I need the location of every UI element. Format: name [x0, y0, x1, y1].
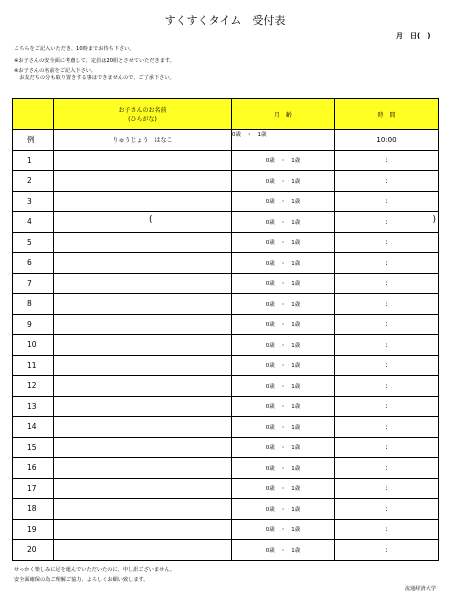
time-field[interactable]: [335, 335, 439, 356]
row-number: 20: [13, 540, 54, 561]
age-option[interactable]: 0歳 ・ 1歳: [232, 478, 335, 499]
age-option[interactable]: 0歳 ・ 1歳: [232, 150, 335, 171]
entry-row: [13, 458, 439, 479]
row-number: 1: [13, 150, 54, 171]
entry-row: [13, 191, 439, 212]
row-number: 14: [13, 417, 54, 438]
name-field[interactable]: [54, 376, 232, 397]
header-age: 月 齢: [232, 99, 335, 130]
age-option[interactable]: 0歳 ・ 1歳: [232, 519, 335, 540]
table-header: [13, 99, 439, 130]
note-line-1: こちらをご記入いただき、10時までお待ち下さい。: [14, 46, 135, 52]
age-option[interactable]: 0歳 ・ 1歳: [232, 437, 335, 458]
footer-line-2: 安全面確保の為ご理解ご協力、よろしくお願い致します。: [14, 577, 149, 583]
name-field[interactable]: [54, 519, 232, 540]
note-line-3: ※お子さんの名前をご記入下さい。: [14, 68, 97, 74]
example-name: りゅうじょう はなこ: [54, 130, 232, 151]
time-separator: :: [385, 299, 388, 308]
time-field[interactable]: [335, 478, 439, 499]
name-field[interactable]: [54, 253, 232, 274]
time-field[interactable]: [335, 437, 439, 458]
entry-row: [13, 519, 439, 540]
time-separator: :: [385, 381, 388, 390]
row-number: 8: [13, 294, 54, 315]
time-separator: :: [385, 197, 388, 206]
entry-row: [13, 314, 439, 335]
age-option[interactable]: 0歳 ・ 1歳: [232, 396, 335, 417]
name-field[interactable]: [54, 150, 232, 171]
name-field[interactable]: [54, 540, 232, 561]
header-name: お子さんのお名前 (ひらがな): [54, 99, 232, 130]
time-separator: :: [385, 320, 388, 329]
entry-row: [13, 171, 439, 192]
age-option[interactable]: 0歳 ・ 1歳: [232, 191, 335, 212]
entry-row: [13, 499, 439, 520]
example-row: [13, 130, 439, 151]
age-option[interactable]: 0歳 ・ 1歳: [232, 499, 335, 520]
entry-row: [13, 478, 439, 499]
age-option[interactable]: 0歳 ・ 1歳: [232, 540, 335, 561]
row-number: 11: [13, 355, 54, 376]
age-option[interactable]: 0歳 ・ 1歳: [232, 417, 335, 438]
time-field[interactable]: [335, 273, 439, 294]
entry-row: [13, 150, 439, 171]
time-separator: :: [385, 156, 388, 165]
bracket-close: ): [432, 215, 436, 225]
time-separator: :: [385, 443, 388, 452]
time-field[interactable]: [335, 150, 439, 171]
entry-row: [13, 376, 439, 397]
time-separator: :: [385, 258, 388, 267]
name-field[interactable]: [54, 417, 232, 438]
entry-row: [13, 253, 439, 274]
row-number: 12: [13, 376, 54, 397]
time-separator: :: [385, 279, 388, 288]
name-field[interactable]: [54, 212, 232, 233]
name-field[interactable]: [54, 335, 232, 356]
example-age-cell: [232, 130, 335, 151]
age-option[interactable]: 0歳 ・ 1歳: [232, 458, 335, 479]
age-option[interactable]: 0歳 ・ 1歳: [232, 376, 335, 397]
row-number: 18: [13, 499, 54, 520]
page-title: すくすくタイム 受付表: [164, 14, 286, 27]
age-option[interactable]: 0歳 ・ 1歳: [232, 335, 335, 356]
row-number: 19: [13, 519, 54, 540]
entry-row: [13, 355, 439, 376]
entry-row: [13, 335, 439, 356]
time-field[interactable]: [335, 519, 439, 540]
name-field[interactable]: [54, 314, 232, 335]
entry-row: [13, 437, 439, 458]
time-separator: :: [385, 402, 388, 411]
time-field[interactable]: [335, 417, 439, 438]
time-separator: :: [385, 525, 388, 534]
name-field[interactable]: [54, 478, 232, 499]
name-field[interactable]: [54, 355, 232, 376]
name-field[interactable]: [54, 437, 232, 458]
entry-row: [13, 273, 439, 294]
age-option[interactable]: 0歳 ・ 1歳: [232, 273, 335, 294]
entry-rows: [13, 150, 439, 560]
row-number: 9: [13, 314, 54, 335]
age-option[interactable]: 0歳 ・ 1歳: [232, 253, 335, 274]
row-number: 6: [13, 253, 54, 274]
time-separator: :: [385, 217, 388, 226]
entry-row: [13, 232, 439, 253]
note-line-4: お友だちの分も取り置きする事はできませんので、ご了承下さい。: [14, 75, 175, 81]
time-field[interactable]: [335, 540, 439, 561]
time-separator: :: [385, 340, 388, 349]
time-separator: :: [385, 422, 388, 431]
name-field[interactable]: [54, 294, 232, 315]
entry-row: [13, 212, 439, 233]
age-option[interactable]: 0歳 ・ 1歳: [232, 294, 335, 315]
signature: 流通経済大学: [404, 586, 436, 592]
name-field[interactable]: [54, 273, 232, 294]
time-field[interactable]: [335, 314, 439, 335]
time-separator: :: [385, 504, 388, 513]
row-number: 13: [13, 396, 54, 417]
time-separator: :: [385, 238, 388, 247]
time-field[interactable]: [335, 499, 439, 520]
entry-row: [13, 396, 439, 417]
age-option[interactable]: 0歳 ・ 1歳: [232, 171, 335, 192]
row-number: 3: [13, 191, 54, 212]
row-number: 15: [13, 437, 54, 458]
name-field[interactable]: [54, 232, 232, 253]
age-option[interactable]: 0歳 ・ 1歳: [232, 212, 335, 233]
footer-line-1: せっかく楽しみに足を運んでいただいたのに、申し訳ございません。: [14, 567, 176, 573]
row-number: 7: [13, 273, 54, 294]
row-number: 10: [13, 335, 54, 356]
row-number: 16: [13, 458, 54, 479]
header-blank-cell: [13, 99, 54, 130]
time-field[interactable]: [335, 376, 439, 397]
time-separator: :: [385, 361, 388, 370]
time-separator: :: [385, 176, 388, 185]
name-field[interactable]: [54, 171, 232, 192]
age-option[interactable]: 0歳 ・ 1歳: [232, 314, 335, 335]
row-number: 17: [13, 478, 54, 499]
date-label: 月 日( ): [396, 32, 431, 40]
note-line-2: ※お子さんの安全面に考慮して、定員は20組とさせていただきます。: [14, 58, 175, 64]
row-number: 5: [13, 232, 54, 253]
name-field[interactable]: [54, 396, 232, 417]
name-field[interactable]: [54, 191, 232, 212]
time-field[interactable]: [335, 212, 439, 233]
time-separator: :: [385, 463, 388, 472]
time-field[interactable]: [335, 355, 439, 376]
time-field[interactable]: [335, 253, 439, 274]
example-label: 例: [13, 130, 54, 151]
age-option[interactable]: 0歳 ・ 1歳: [232, 232, 335, 253]
name-field[interactable]: [54, 499, 232, 520]
row-number: 2: [13, 171, 54, 192]
time-field[interactable]: [335, 396, 439, 417]
time-separator: :: [385, 545, 388, 554]
entry-row: [13, 294, 439, 315]
reception-table: [12, 98, 439, 561]
time-field[interactable]: [335, 191, 439, 212]
time-field[interactable]: [335, 232, 439, 253]
time-field[interactable]: [335, 171, 439, 192]
entry-row: [13, 540, 439, 561]
bracket-open: (: [149, 215, 153, 225]
example-age: 0歳 ・ 1歳: [232, 131, 267, 138]
time-field[interactable]: [335, 458, 439, 479]
time-field[interactable]: [335, 294, 439, 315]
age-option[interactable]: 0歳 ・ 1歳: [232, 355, 335, 376]
row-number: 4: [13, 212, 54, 233]
entry-row: [13, 417, 439, 438]
example-time: 10:00: [335, 130, 439, 151]
header-time: 時 間: [335, 99, 439, 130]
name-field[interactable]: [54, 458, 232, 479]
time-separator: :: [385, 484, 388, 493]
